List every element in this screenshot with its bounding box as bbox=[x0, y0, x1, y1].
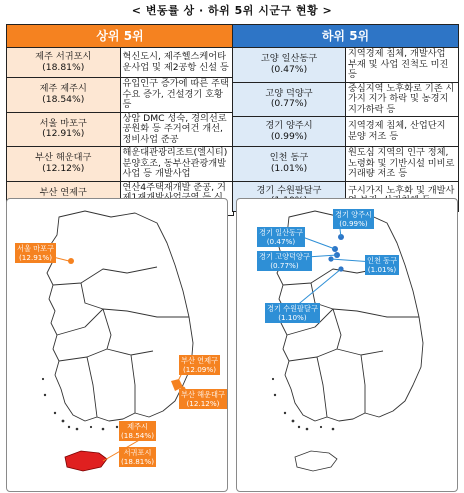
mainland-outline bbox=[47, 211, 193, 421]
jeju-island-highlight bbox=[65, 451, 107, 471]
region-cell: 경기 양주시 (0.99%) bbox=[233, 117, 346, 147]
table-row bbox=[233, 82, 459, 117]
region-cell: 제주 서귀포시 (18.81%) bbox=[7, 48, 121, 78]
description-cell: 상암 DMC 성숙, 경의선로 공원화 등 주거여건 개선, 정비사업 준공 bbox=[120, 112, 234, 147]
upper-rank-table bbox=[6, 24, 234, 216]
description-cell: 지역경제 침체, 개발사업 부재 및 사업 진척도 미진 등 bbox=[346, 48, 459, 83]
description-cell: 연산4주택재개발 준공, 거 bbox=[120, 181, 234, 216]
table-row bbox=[7, 48, 234, 78]
description-cell: 구시가지 노후화 및 개발사 bbox=[346, 181, 459, 211]
description-cell: 해운대관광리조트(엘시티) 분양호조, 동부산관광개발사업 등 개발사업 bbox=[120, 147, 234, 182]
map-label-jeju: 제주시 (18.54%) bbox=[121, 422, 155, 440]
description-cell: 지역경제 침체, 산업단지 분양 저조 등 bbox=[346, 117, 459, 147]
province-boundaries bbox=[53, 267, 189, 417]
lower-header: 하위 5위 bbox=[233, 25, 459, 48]
description-cell: 유입인구 증가에 따른 주택수요 증가, 건설경기 호황 등 bbox=[120, 78, 234, 113]
map-upper-panel bbox=[6, 198, 228, 492]
region-cell: 경기 수원팔달구 bbox=[233, 181, 346, 211]
table-row bbox=[233, 117, 459, 147]
map-label-mapo: 서울 마포구 (12.91%) bbox=[17, 244, 55, 262]
map-label-incheon-dong: 인천 동구 (1.01%) bbox=[367, 256, 398, 274]
map-label-suwon-paldal: 경기 수원팔달구 (1.10%) bbox=[267, 304, 318, 322]
table-row bbox=[7, 112, 234, 147]
jeju-island bbox=[295, 451, 337, 471]
region-cell: 부산 연제구 bbox=[7, 181, 121, 216]
map-label-haeundae: 부산 해운대구 (12.12%) bbox=[181, 390, 225, 408]
region-cell: 인천 동구 (1.01%) bbox=[233, 147, 346, 182]
table-row bbox=[7, 147, 234, 182]
region-cell: 부산 해운대구 (12.12%) bbox=[7, 147, 121, 182]
table-row bbox=[7, 78, 234, 113]
map-label-yangju: 경기 양주시 (0.99%) bbox=[335, 210, 373, 228]
map-lower-panel bbox=[236, 198, 458, 492]
region-cell: 서울 마포구 (12.91%) bbox=[7, 112, 121, 147]
region-cell: 제주 제주시 (18.54%) bbox=[7, 78, 121, 113]
map-label-yeonje: 부산 연제구 (12.09%) bbox=[181, 356, 219, 374]
page-title: < 변동률 상 · 하위 5위 시군구 현황 > bbox=[131, 4, 333, 17]
map-label-seogwipo: 서귀포시 (18.81%) bbox=[121, 448, 155, 466]
table-row bbox=[233, 48, 459, 83]
lower-rank-table bbox=[232, 24, 459, 212]
table-row bbox=[233, 147, 459, 182]
upper-header: 상위 5위 bbox=[7, 25, 234, 48]
map-label-deokyang: 경기 고양덕양구 (0.77%) bbox=[259, 252, 310, 270]
region-cell: 고양 덕양구 (0.77%) bbox=[233, 82, 346, 117]
map-label-ilsandong: 경기 일산동구 (0.47%) bbox=[259, 228, 303, 246]
description-cell: 원도심 지역의 인구 정체, 노령화 및 기반시설 미비로 거래량 저조 등 bbox=[346, 147, 459, 182]
region-cell: 고양 일산동구 (0.47%) bbox=[233, 48, 346, 83]
description-cell: 중심지역 노후화로 기존 시가지 지가 하락 및 농경지 지가하락 등 bbox=[346, 82, 459, 117]
description-cell: 혁신도시, 제주헬스케어타운사업 및 제2공항 신설 등 bbox=[120, 48, 234, 78]
province-boundaries bbox=[283, 267, 419, 417]
